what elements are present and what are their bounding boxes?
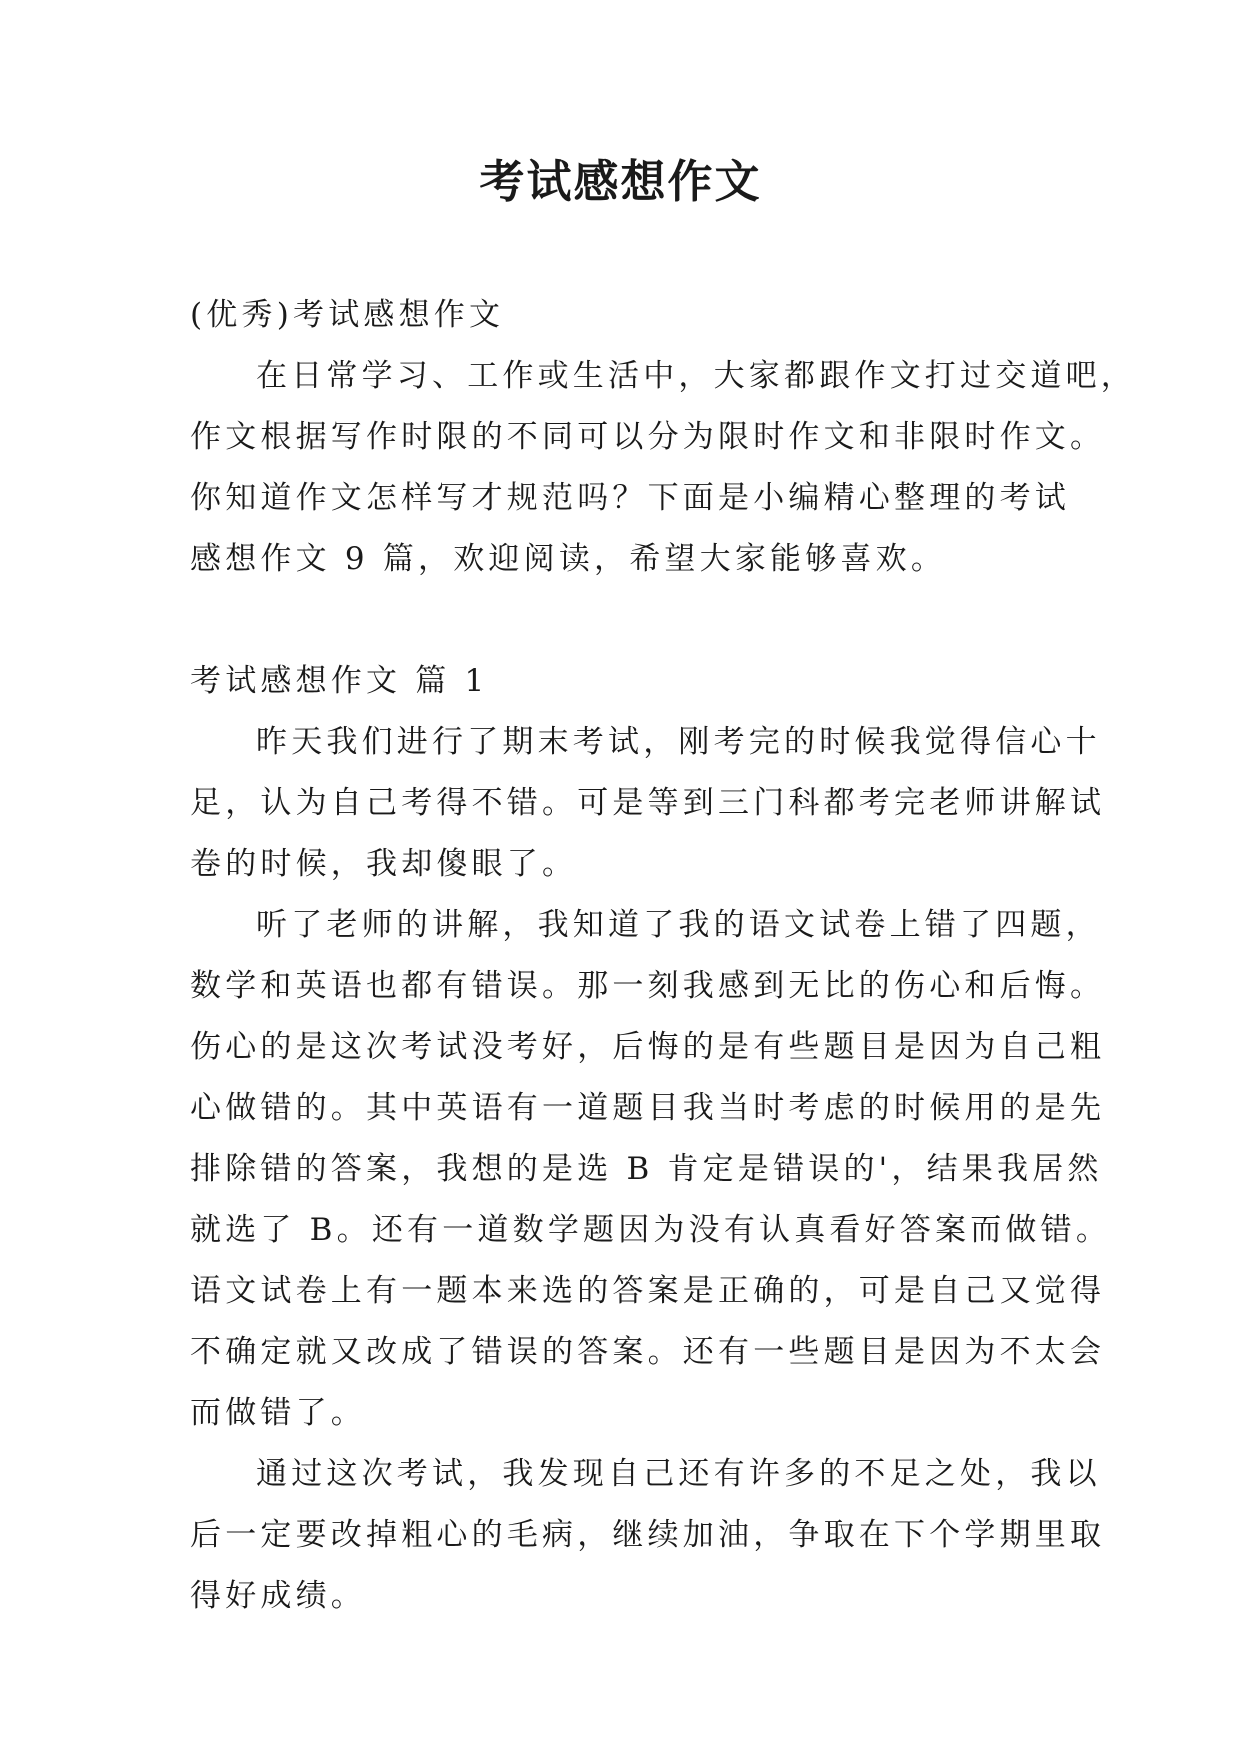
section-heading: 考试感想作文 篇 1 (190, 663, 489, 699)
text-line: 得好成绩。 (190, 1578, 366, 1614)
text-line: 作文根据写作时限的不同可以分为限时作文和非限时作文。 (190, 419, 1106, 455)
text-line: 语文试卷上有一题本来选的答案是正确的，可是自己又觉得 (190, 1273, 1106, 1309)
text-line: 在日常学习、工作或生活中，大家都跟作文打过交道吧， (256, 358, 1136, 394)
text-line: 伤心的是这次考试没考好，后悔的是有些题目是因为自己粗 (190, 1029, 1106, 1065)
text-line: 听了老师的讲解，我知道了我的语文试卷上错了四题， (256, 907, 1101, 943)
text-line: 数学和英语也都有错误。那一刻我感到无比的伤心和后悔。 (190, 968, 1106, 1004)
text-line: 就选了 B。还有一道数学题因为没有认真看好答案而做错。 (190, 1212, 1112, 1248)
document-body (190, 285, 1136, 1627)
text-line: 不确定就又改成了错误的答案。还有一些题目是因为不太会 (190, 1334, 1106, 1370)
text-line: 昨天我们进行了期末考试，刚考完的时候我觉得信心十 (256, 724, 1101, 760)
text-line: 而做错了。 (190, 1395, 366, 1431)
text-line: 后一定要改掉粗心的毛病，继续加油，争取在下个学期里取 (190, 1517, 1106, 1553)
text-line: 足，认为自己考得不错。可是等到三门科都考完老师讲解试 (190, 785, 1106, 821)
paragraph-1 (190, 712, 1106, 895)
subtitle: (优秀)考试感想作文 (190, 297, 505, 333)
paragraph-3 (190, 1444, 1106, 1627)
paragraph-2 (190, 895, 1112, 1444)
text-line: 通过这次考试，我发现自己还有许多的不足之处，我以 (256, 1456, 1101, 1492)
document-title: 考试感想作文 (479, 155, 762, 208)
spacer (190, 590, 1070, 651)
text-line: 感想作文 9 篇，欢迎阅读，希望大家能够喜欢。 (190, 541, 947, 577)
text-line: 卷的时候，我却傻眼了。 (190, 846, 578, 882)
text-line: 心做错的。其中英语有一道题目我当时考虑的时候用的是先 (190, 1090, 1106, 1126)
text-line: 排除错的答案，我想的是选 B 肯定是错误的'，结果我居然 (190, 1151, 1103, 1187)
intro-paragraph (190, 346, 1136, 590)
text-line: 你知道作文怎样写才规范吗？下面是小编精心整理的考试 (190, 480, 1070, 516)
